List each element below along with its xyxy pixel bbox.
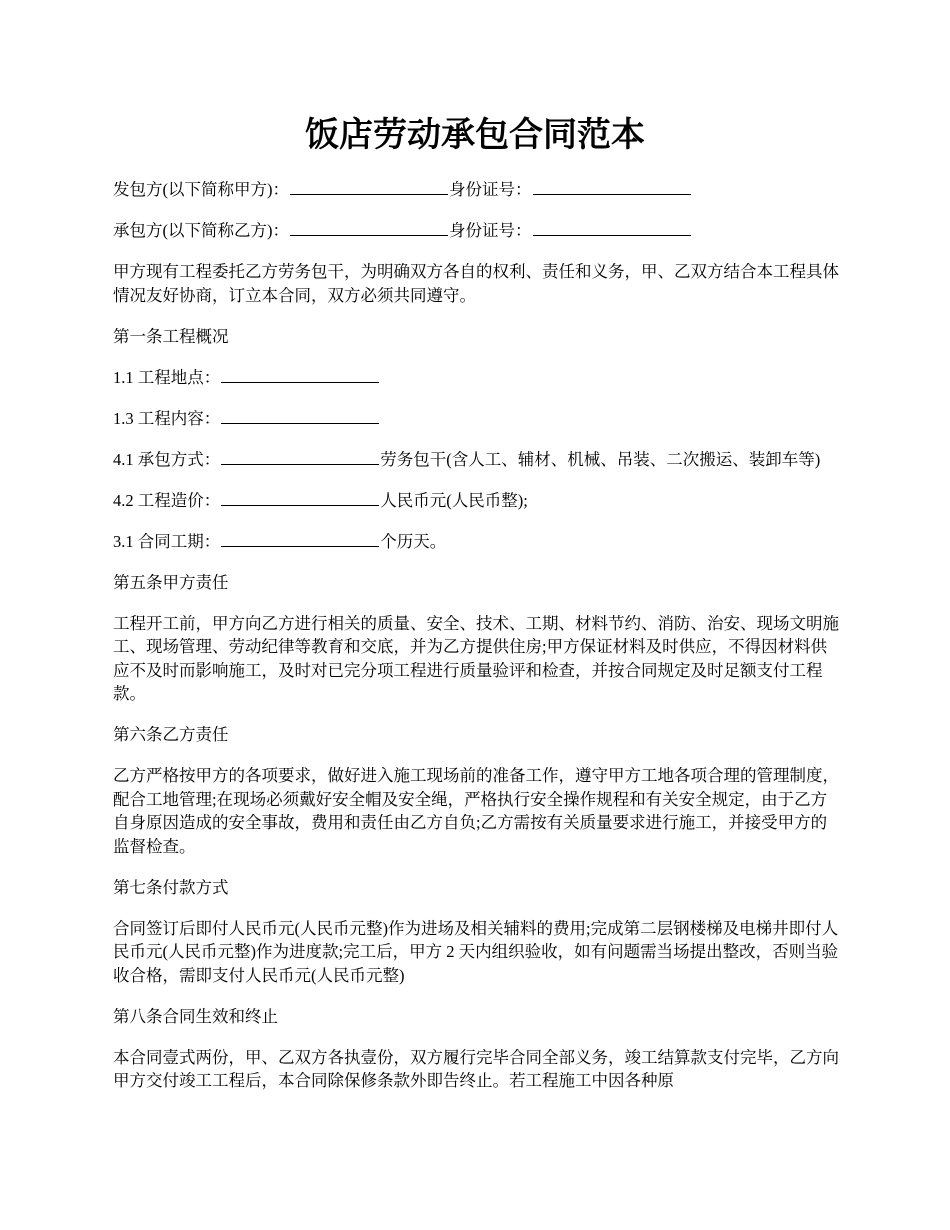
- document-body: [113, 178, 839, 1111]
- item-cost: [113, 489, 839, 513]
- section7-paragraph: 合同签订后即付人民币元(人民币元整)作为进场及相关辅料的费用;完成第二层钢楼梯及电梯井即付人民币元(人民币元整)作为进度款;完工后，甲方 2 天内组织验收，如有问题需当场提出整改，否则当验收合格，需即支付人民币元(人民币元整): [113, 918, 839, 985]
- item-content: [113, 407, 839, 431]
- item-method: [113, 448, 839, 472]
- party-b-id-label: 身份证号：: [449, 221, 532, 240]
- content-blank: [221, 407, 379, 424]
- section1-heading: 第一条工程概况: [113, 326, 229, 346]
- item-cost-label: 4.2 工程造价：: [113, 490, 221, 510]
- page-title: 饭店劳动承包合同范本: [305, 115, 645, 155]
- cost-blank: [221, 489, 379, 506]
- period-blank: [221, 530, 379, 547]
- section7-heading: 第七条付款方式: [113, 877, 229, 897]
- method-blank: [221, 448, 379, 465]
- party-b-id-blank: [533, 219, 691, 236]
- item-method-label: 4.1 承包方式：: [113, 449, 221, 469]
- section8-paragraph: 本合同壹式两份，甲、乙双方各执壹份，双方履行完毕合同全部义务，竣工结算款支付完毕，乙方向甲方交付竣工工程后，本合同除保修条款外即告终止。若工程施工中因各种原: [113, 1047, 839, 1090]
- party-b-line: [113, 219, 839, 243]
- party-a-label: 发包方(以下简称甲方)：: [113, 180, 289, 199]
- intro-paragraph: 甲方现有工程委托乙方劳务包干，为明确双方各自的权利、责任和义务，甲、乙双方结合本工程具体情况友好协商，订立本合同，双方必须共同遵守。: [113, 262, 839, 305]
- section8-heading: 第八条合同生效和终止: [113, 1006, 278, 1026]
- party-a-blank: [290, 178, 448, 195]
- item-cost-suffix: 人民币元(人民币整);: [380, 490, 528, 510]
- item-period: [113, 530, 839, 554]
- party-a-id-label: 身份证号：: [449, 180, 532, 199]
- item-location-label: 1.1 工程地点：: [113, 367, 221, 387]
- party-b-blank: [290, 219, 448, 236]
- party-a-id-blank: [533, 178, 691, 195]
- party-b-label: 承包方(以下简称乙方)：: [113, 221, 289, 240]
- item-location: [113, 366, 839, 390]
- section5-paragraph: 工程开工前，甲方向乙方进行相关的质量、安全、技术、工期、材料节约、消防、治安、现场文明施工、现场管理、劳动纪律等教育和交底，并为乙方提供住房;甲方保证材料及时供应，不得因材料供应不及时而影响施工，及时对已完分项工程进行质量验评和检查，并按合同规定及时足额支付工程款。: [113, 613, 839, 703]
- party-a-line: [113, 178, 839, 202]
- section6-heading: 第六条乙方责任: [113, 725, 229, 744]
- item-period-suffix: 个历天。: [380, 531, 447, 551]
- item-content-label: 1.3 工程内容：: [113, 408, 221, 428]
- location-blank: [221, 366, 379, 383]
- section5-heading: 第五条甲方责任: [113, 572, 229, 592]
- section6-paragraph: 乙方严格按甲方的各项要求，做好进入施工现场前的准备工作，遵守甲方工地各项合理的管理制度，配合工地管理;在现场必须戴好安全帽及安全绳，严格执行安全操作规程和有关安全规定，由于乙方自身原因造成的安全事故，费用和责任由乙方自负;乙方需按有关质量要求进行施工，并接受甲方的监督检查。: [113, 766, 839, 856]
- item-method-suffix: 劳务包干(含人工、辅材、机械、吊装、二次搬运、装卸车等): [380, 449, 821, 469]
- item-period-label: 3.1 合同工期：: [113, 531, 221, 551]
